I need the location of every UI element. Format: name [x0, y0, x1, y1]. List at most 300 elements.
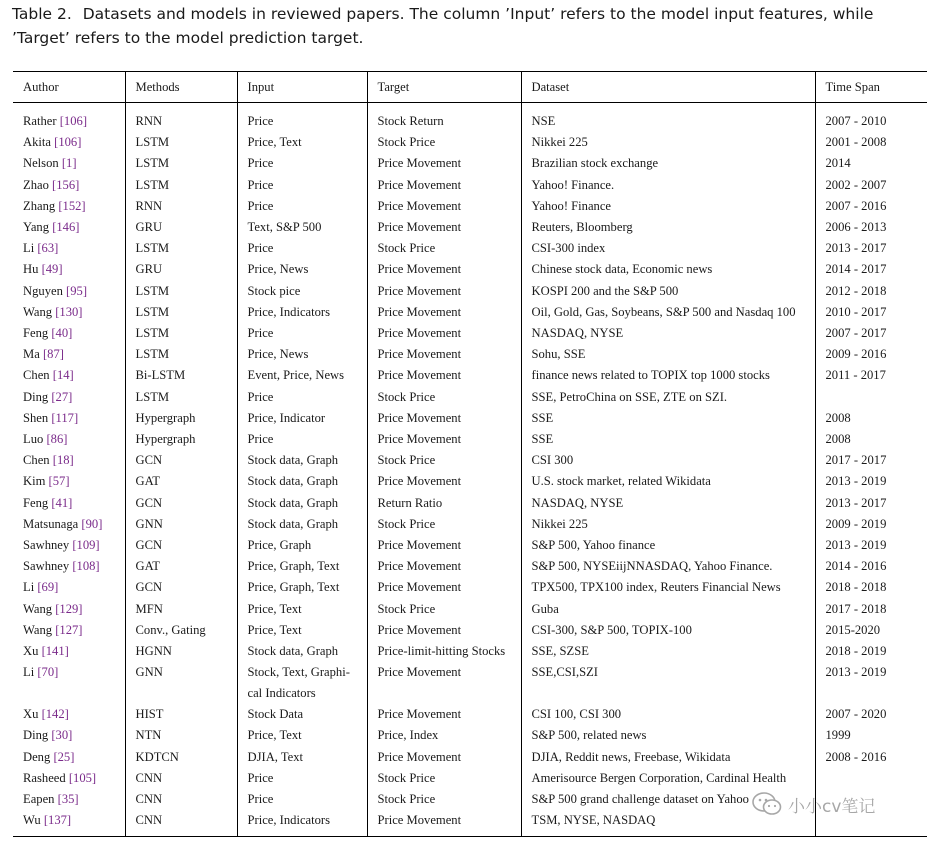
table-row: [13, 471, 927, 492]
table-row: [13, 344, 927, 365]
time-span-cell: 2017 - 2018: [815, 599, 927, 620]
author-name: Kim: [23, 474, 46, 489]
citation-link[interactable]: [18]: [52, 453, 74, 468]
header-input: Input: [237, 72, 367, 103]
input-cell: Price, Graph, Text: [237, 577, 367, 598]
citation-link[interactable]: [86]: [46, 432, 68, 447]
citation-link[interactable]: [106]: [59, 114, 88, 128]
citation-link[interactable]: [49]: [41, 262, 63, 277]
author-cell: [13, 281, 125, 302]
author-name: Yang: [23, 220, 50, 235]
table-row: [13, 493, 927, 514]
header-time-span: Time Span: [815, 72, 927, 103]
author-cell: [13, 747, 125, 768]
time-span-cell: 2008 - 2016: [815, 747, 927, 768]
author-cell: [13, 365, 125, 386]
citation-link[interactable]: [57]: [48, 474, 70, 489]
author-name: Deng: [23, 749, 51, 764]
table-caption: [12, 2, 932, 50]
author-name: Eapen: [23, 792, 55, 807]
author-cell: [13, 196, 125, 217]
method-cell: Conv., Gating: [125, 620, 237, 641]
dataset-cell: TPX500, TPX100 index, Reuters Financial News: [521, 577, 815, 598]
time-span-cell: 2014 - 2017: [815, 259, 927, 280]
author-cell: [13, 768, 125, 789]
table-row: [13, 153, 927, 174]
author-name: Xu: [23, 644, 39, 659]
time-span-cell: 2013 - 2019: [815, 662, 927, 704]
author-cell: [13, 789, 125, 810]
input-cell: Price, Text: [237, 620, 367, 641]
dataset-cell: Yahoo! Finance.: [521, 175, 815, 196]
citation-link[interactable]: [142]: [41, 707, 69, 722]
table-row: [13, 387, 927, 408]
target-cell: Stock Price: [367, 514, 521, 535]
author-cell: [13, 620, 125, 641]
citation-link[interactable]: [137]: [43, 813, 72, 828]
author-cell: [13, 259, 125, 280]
author-cell: [13, 662, 125, 704]
citation-link[interactable]: [156]: [52, 177, 80, 192]
dataset-cell: DJIA, Reddit news, Freebase, Wikidata: [521, 747, 815, 768]
dataset-cell: NASDAQ, NYSE: [521, 493, 815, 514]
target-cell: Stock Price: [367, 387, 521, 408]
input-cell: Stock pice: [237, 281, 367, 302]
target-cell: Price Movement: [367, 408, 521, 429]
table-row: [13, 747, 927, 768]
input-cell: Price: [237, 429, 367, 450]
method-cell: GCN: [125, 493, 237, 514]
author-name: Rasheed: [23, 770, 66, 785]
method-cell: GCN: [125, 450, 237, 471]
author-cell: [13, 493, 125, 514]
target-cell: Price Movement: [367, 704, 521, 725]
input-cell: Event, Price, News: [237, 365, 367, 386]
time-span-cell: 2007 - 2016: [815, 196, 927, 217]
author-cell: [13, 725, 125, 746]
time-span-cell: 2012 - 2018: [815, 281, 927, 302]
target-cell: Price Movement: [367, 302, 521, 323]
table-body: [13, 103, 927, 837]
watermark: [752, 787, 932, 821]
table-row: [13, 599, 927, 620]
input-cell: Price: [237, 768, 367, 789]
citation-link[interactable]: [146]: [52, 220, 80, 235]
dataset-cell: S&P 500, Yahoo finance: [521, 535, 815, 556]
time-span-cell: [815, 768, 927, 789]
time-span-cell: 2006 - 2013: [815, 217, 927, 238]
time-span-cell: 2015-2020: [815, 620, 927, 641]
author-cell: [13, 810, 125, 836]
watermark-text: 小小cv笔记: [788, 796, 876, 817]
citation-link[interactable]: [129]: [55, 601, 83, 616]
header-methods: Methods: [125, 72, 237, 103]
caption-label: Table 2.: [12, 5, 72, 23]
citation-link[interactable]: [141]: [41, 644, 69, 659]
target-cell: Price Movement: [367, 429, 521, 450]
time-span-cell: 2007 - 2020: [815, 704, 927, 725]
author-cell: [13, 238, 125, 259]
time-span-cell: 2014: [815, 153, 927, 174]
author-cell: [13, 323, 125, 344]
target-cell: Price Movement: [367, 577, 521, 598]
dataset-cell: S&P 500 grand challenge dataset on Yahoo: [521, 789, 815, 810]
dataset-cell: Oil, Gold, Gas, Soybeans, S&P 500 and Nasdaq 100: [521, 302, 815, 323]
author-cell: [13, 429, 125, 450]
dataset-cell: CSI-300, S&P 500, TOPIX-100: [521, 620, 815, 641]
author-name: Zhao: [23, 177, 49, 192]
input-cell: Price, Indicator: [237, 408, 367, 429]
dataset-cell: CSI 300: [521, 450, 815, 471]
input-cell: Price, Graph, Text: [237, 556, 367, 577]
author-name: Wang: [23, 622, 53, 637]
input-cell: Price: [237, 196, 367, 217]
dataset-cell: SSE, PetroChina on SSE, ZTE on SZI.: [521, 387, 815, 408]
dataset-cell: Amerisource Bergen Corporation, Cardinal Health: [521, 768, 815, 789]
dataset-cell: TSM, NYSE, NASDAQ: [521, 810, 815, 836]
author-cell: [13, 641, 125, 662]
author-cell: [13, 514, 125, 535]
author-cell: [13, 153, 125, 174]
author-name: Luo: [23, 432, 44, 447]
dataset-cell: NSE: [521, 103, 815, 133]
method-cell: NTN: [125, 725, 237, 746]
table-row: [13, 535, 927, 556]
time-span-cell: 2009 - 2016: [815, 344, 927, 365]
table-row: [13, 577, 927, 598]
method-cell: GCN: [125, 577, 237, 598]
time-span-cell: 2018 - 2018: [815, 577, 927, 598]
header-author: Author: [23, 79, 59, 94]
citation-link[interactable]: [27]: [51, 389, 73, 404]
method-cell: Hypergraph: [125, 408, 237, 429]
table-row: [13, 302, 927, 323]
author-name: Zhang: [23, 198, 56, 213]
method-cell: LSTM: [125, 344, 237, 365]
time-span-cell: 2014 - 2016: [815, 556, 927, 577]
method-cell: GAT: [125, 471, 237, 492]
table-row: [13, 365, 927, 386]
time-span-cell: 2018 - 2019: [815, 641, 927, 662]
citation-link[interactable]: [105]: [68, 770, 97, 785]
dataset-cell: CSI-300 index: [521, 238, 815, 259]
method-cell: LSTM: [125, 302, 237, 323]
method-cell: GRU: [125, 217, 237, 238]
citation-link[interactable]: [109]: [72, 538, 100, 553]
time-span-cell: 2002 - 2007: [815, 175, 927, 196]
dataset-cell: S&P 500, related news: [521, 725, 815, 746]
time-span-cell: 2007 - 2010: [815, 103, 927, 133]
citation-link[interactable]: [40]: [51, 326, 73, 341]
datasets-table: [13, 71, 927, 837]
method-cell: KDTCN: [125, 747, 237, 768]
input-cell: DJIA, Text: [237, 747, 367, 768]
target-cell: Stock Price: [367, 789, 521, 810]
time-span-cell: 2008: [815, 429, 927, 450]
table-row: [13, 281, 927, 302]
dataset-cell: Yahoo! Finance: [521, 196, 815, 217]
author-name: Ding: [23, 728, 49, 743]
table-row: [13, 450, 927, 471]
table-row: [13, 259, 927, 280]
dataset-cell: S&P 500, NYSEiijNNASDAQ, Yahoo Finance.: [521, 556, 815, 577]
method-cell: HGNN: [125, 641, 237, 662]
dataset-cell: Nikkei 225: [521, 514, 815, 535]
input-cell: Stock data, Graph: [237, 514, 367, 535]
table-row: [13, 196, 927, 217]
citation-link[interactable]: [108]: [72, 559, 100, 574]
table-row: [13, 429, 927, 450]
dataset-cell: finance news related to TOPIX top 1000 stocks: [521, 365, 815, 386]
input-cell: Price, Text: [237, 132, 367, 153]
author-name: Feng: [23, 326, 49, 341]
author-name: Ding: [23, 389, 49, 404]
target-cell: Price Movement: [367, 662, 521, 704]
author-cell: [13, 704, 125, 725]
target-cell: Price Movement: [367, 556, 521, 577]
author-name: Shen: [23, 410, 49, 425]
target-cell: Price Movement: [367, 175, 521, 196]
dataset-cell: SSE: [521, 408, 815, 429]
input-cell: Text, S&P 500: [237, 217, 367, 238]
input-cell: Stock Data: [237, 704, 367, 725]
wechat-icon: [752, 791, 782, 817]
author-name: Rather: [23, 114, 57, 128]
author-name: Li: [23, 580, 35, 595]
author-name: Feng: [23, 495, 49, 510]
author-cell: [13, 577, 125, 598]
author-name: Chen: [23, 453, 50, 468]
method-cell: RNN: [125, 196, 237, 217]
input-cell: Price, Graph: [237, 535, 367, 556]
method-cell: LSTM: [125, 175, 237, 196]
author-cell: [13, 450, 125, 471]
target-cell: Price Movement: [367, 535, 521, 556]
citation-link[interactable]: [90]: [81, 516, 103, 531]
author-name: Matsunaga: [23, 516, 79, 531]
target-cell: Price Movement: [367, 217, 521, 238]
table-row: [13, 217, 927, 238]
table-row: [13, 103, 927, 133]
target-cell: Return Ratio: [367, 493, 521, 514]
target-cell: Price Movement: [367, 196, 521, 217]
target-cell: Price Movement: [367, 620, 521, 641]
method-cell: GNN: [125, 514, 237, 535]
table-row: [13, 641, 927, 662]
author-cell: [13, 217, 125, 238]
time-span-cell: 1999: [815, 725, 927, 746]
target-cell: Stock Price: [367, 450, 521, 471]
citation-link[interactable]: [41]: [51, 495, 73, 510]
time-span-cell: 2001 - 2008: [815, 132, 927, 153]
method-cell: HIST: [125, 704, 237, 725]
dataset-cell: SSE: [521, 429, 815, 450]
target-cell: Price-limit-hitting Stocks: [367, 641, 521, 662]
method-cell: LSTM: [125, 387, 237, 408]
citation-link[interactable]: [106]: [54, 135, 82, 150]
time-span-cell: [815, 387, 927, 408]
input-cell: Stock, Text, Graphi- cal Indicators: [237, 662, 367, 704]
method-cell: CNN: [125, 789, 237, 810]
citation-link[interactable]: [35]: [57, 792, 79, 807]
input-cell: Price, Indicators: [237, 302, 367, 323]
target-cell: Price, Index: [367, 725, 521, 746]
target-cell: Price Movement: [367, 259, 521, 280]
method-cell: GNN: [125, 662, 237, 704]
input-cell: Price: [237, 103, 367, 133]
citation-link[interactable]: [69]: [37, 580, 59, 595]
author-cell: [13, 302, 125, 323]
caption-text: Datasets and models in reviewed papers. The column ’Input’ refers to the model input features, while ’Target’ refers to the model prediction target.: [12, 5, 874, 47]
citation-link[interactable]: [117]: [51, 410, 79, 425]
time-span-cell: 2013 - 2017: [815, 238, 927, 259]
table-row: [13, 620, 927, 641]
dataset-cell: SSE,CSI,SZI: [521, 662, 815, 704]
author-cell: [13, 556, 125, 577]
author-cell: [13, 175, 125, 196]
author-name: Li: [23, 241, 35, 256]
citation-link[interactable]: [152]: [58, 198, 86, 213]
author-name: Li: [23, 665, 35, 680]
method-cell: GAT: [125, 556, 237, 577]
author-name: Sawhney: [23, 559, 70, 574]
header-row: [13, 72, 927, 103]
time-span-cell: 2013 - 2017: [815, 493, 927, 514]
table-row: [13, 514, 927, 535]
header-dataset: Dataset: [521, 72, 815, 103]
time-span-cell: 2007 - 2017: [815, 323, 927, 344]
author-name: Nelson: [23, 156, 59, 171]
header-target: Target: [367, 72, 521, 103]
target-cell: Stock Price: [367, 599, 521, 620]
target-cell: Stock Price: [367, 768, 521, 789]
target-cell: Price Movement: [367, 365, 521, 386]
target-cell: Price Movement: [367, 810, 521, 836]
input-cell: Stock data, Graph: [237, 450, 367, 471]
citation-link[interactable]: [87]: [42, 347, 64, 362]
author-name: Sawhney: [23, 538, 70, 553]
author-name: Wang: [23, 601, 53, 616]
time-span-cell: 2017 - 2017: [815, 450, 927, 471]
target-cell: Stock Price: [367, 132, 521, 153]
target-cell: Price Movement: [367, 471, 521, 492]
method-cell: Bi-LSTM: [125, 365, 237, 386]
table-row: [13, 323, 927, 344]
citation-link[interactable]: [95]: [66, 283, 88, 298]
method-cell: LSTM: [125, 238, 237, 259]
input-cell: Price, Indicators: [237, 810, 367, 836]
dataset-cell: Brazilian stock exchange: [521, 153, 815, 174]
dataset-cell: Guba: [521, 599, 815, 620]
table-row: [13, 768, 927, 789]
input-cell: Price: [237, 323, 367, 344]
dataset-cell: NASDAQ, NYSE: [521, 323, 815, 344]
input-cell: Stock data, Graph: [237, 471, 367, 492]
target-cell: Stock Return: [367, 103, 521, 133]
author-name: Wu: [23, 813, 41, 828]
time-span-cell: 2013 - 2019: [815, 471, 927, 492]
table-row: [13, 408, 927, 429]
dataset-cell: U.S. stock market, related Wikidata: [521, 471, 815, 492]
author-cell: [13, 599, 125, 620]
table-row: [13, 175, 927, 196]
target-cell: Price Movement: [367, 344, 521, 365]
author-cell: [13, 535, 125, 556]
citation-link[interactable]: [63]: [37, 241, 59, 256]
method-cell: LSTM: [125, 153, 237, 174]
dataset-cell: KOSPI 200 and the S&P 500: [521, 281, 815, 302]
citation-link[interactable]: [1]: [61, 156, 77, 171]
citation-link[interactable]: [127]: [55, 622, 83, 637]
target-cell: Price Movement: [367, 281, 521, 302]
citation-link[interactable]: [30]: [51, 728, 73, 743]
citation-link[interactable]: [130]: [55, 304, 83, 319]
method-cell: MFN: [125, 599, 237, 620]
input-cell: Price, Text: [237, 725, 367, 746]
table-header: [13, 72, 927, 103]
input-cell: Stock data, Graph: [237, 641, 367, 662]
dataset-cell: Sohu, SSE: [521, 344, 815, 365]
dataset-cell: SSE, SZSE: [521, 641, 815, 662]
time-span-cell: 2008: [815, 408, 927, 429]
table-row: [13, 662, 927, 704]
method-cell: LSTM: [125, 323, 237, 344]
table-row: [13, 704, 927, 725]
author-name: Hu: [23, 262, 39, 277]
dataset-cell: Reuters, Bloomberg: [521, 217, 815, 238]
citation-link[interactable]: [70]: [37, 665, 59, 680]
time-span-cell: 2009 - 2019: [815, 514, 927, 535]
dataset-cell: CSI 100, CSI 300: [521, 704, 815, 725]
table-row: [13, 725, 927, 746]
author-cell: [13, 471, 125, 492]
target-cell: Price Movement: [367, 747, 521, 768]
author-cell: [13, 103, 125, 133]
input-cell: Price: [237, 238, 367, 259]
table-row: [13, 132, 927, 153]
author-name: Chen: [23, 368, 50, 383]
author-cell: [13, 408, 125, 429]
method-cell: LSTM: [125, 132, 237, 153]
input-cell: Price: [237, 387, 367, 408]
author-cell: [13, 132, 125, 153]
input-cell: Stock data, Graph: [237, 493, 367, 514]
citation-link[interactable]: [25]: [53, 749, 75, 764]
input-cell: Price: [237, 153, 367, 174]
table-row: [13, 556, 927, 577]
target-cell: Price Movement: [367, 153, 521, 174]
method-cell: RNN: [125, 103, 237, 133]
input-cell: Price, News: [237, 259, 367, 280]
input-cell: Price, News: [237, 344, 367, 365]
table-row: [13, 238, 927, 259]
time-span-cell: 2013 - 2019: [815, 535, 927, 556]
time-span-cell: 2011 - 2017: [815, 365, 927, 386]
input-cell: Price: [237, 789, 367, 810]
method-cell: CNN: [125, 768, 237, 789]
method-cell: Hypergraph: [125, 429, 237, 450]
input-cell: Price, Text: [237, 599, 367, 620]
citation-link[interactable]: [14]: [52, 368, 74, 383]
dataset-cell: Nikkei 225: [521, 132, 815, 153]
method-cell: GRU: [125, 259, 237, 280]
method-cell: CNN: [125, 810, 237, 836]
method-cell: LSTM: [125, 281, 237, 302]
input-cell: Price: [237, 175, 367, 196]
author-name: Nguyen: [23, 283, 63, 298]
time-span-cell: 2010 - 2017: [815, 302, 927, 323]
author-name: Akita: [23, 135, 51, 150]
